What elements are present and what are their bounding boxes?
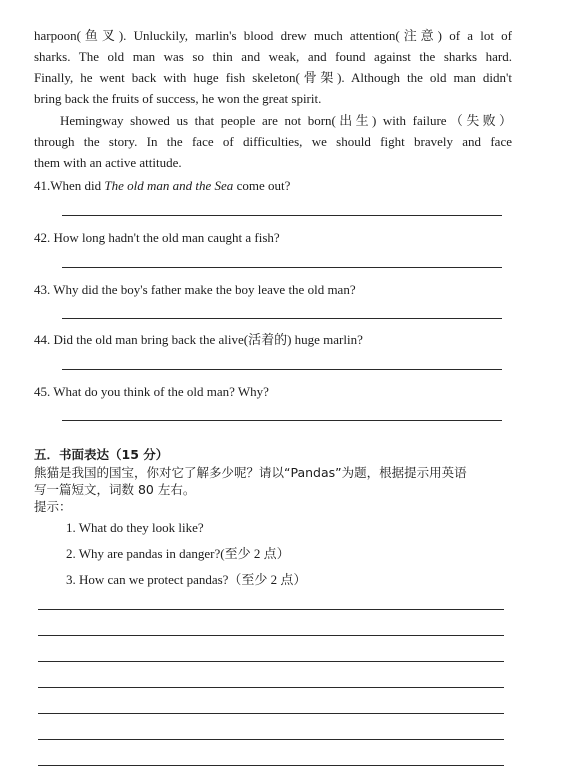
writing-section-heading: 五．书面表达（15 分） — [34, 447, 169, 462]
passage-line: them with an active attitude. — [34, 155, 182, 170]
question-41-book-title: The old man and the Sea — [104, 178, 234, 193]
hint-item-1: 1. What do they look like? — [66, 520, 204, 535]
hint-item-3: 3. How can we protect pandas?（至少 2 点） — [66, 572, 307, 587]
passage-line: harpoon(鱼叉). Unluckily, marlin's blood drew much attention(注意) of a lot of — [34, 28, 512, 43]
question-42: 42. How long hadn't the old man caught a fish? — [34, 230, 280, 245]
question-43: 43. Why did the boy's father make the boy leave the old man? — [34, 282, 356, 297]
passage-paragraph-1 — [34, 25, 512, 109]
answer-line-43[interactable] — [62, 318, 502, 319]
question-41 — [34, 178, 290, 194]
writing-line[interactable] — [38, 687, 504, 688]
passage-line: Hemingway showed us that people are not born(出生) with failure（失败） — [60, 113, 512, 128]
passage-line: Finally, he went back with huge fish skeleton(骨架). Although the old man didn't — [34, 70, 512, 85]
writing-line[interactable] — [38, 765, 504, 766]
writing-line[interactable] — [38, 661, 504, 662]
answer-line-44[interactable] — [62, 369, 502, 370]
answer-line-42[interactable] — [62, 267, 502, 268]
passage-line: sharks. The old man was so thin and weak, and found against the sharks hard. — [34, 49, 512, 64]
passage-line: bring back the fruits of success, he won the great spirit. — [34, 91, 322, 106]
writing-line[interactable] — [38, 713, 504, 714]
writing-line[interactable] — [38, 739, 504, 740]
writing-prompt-line-2: 写一篇短文，词数 80 左右。 — [34, 482, 196, 497]
hint-item-2: 2. Why are pandas in danger?(至少 2 点） — [66, 546, 290, 561]
question-41-suffix: come out? — [233, 178, 291, 193]
passage-paragraph-2 — [34, 110, 512, 173]
answer-line-45[interactable] — [62, 420, 502, 421]
answer-line-41[interactable] — [62, 215, 502, 216]
writing-line[interactable] — [38, 635, 504, 636]
hint-label: 提示： — [34, 499, 72, 514]
passage-line: through the story. In the face of difficulties, we should fight bravely and face — [34, 134, 512, 149]
question-45: 45. What do you think of the old man? Why? — [34, 384, 269, 399]
writing-prompt-line-1: 熊猫是我国的国宝，你对它了解多少呢？请以“Pandas”为题，根据提示用英语 — [34, 465, 467, 480]
question-44: 44. Did the old man bring back the alive(活着的) huge marlin? — [34, 332, 363, 347]
question-41-prefix: 41.When did — [34, 178, 105, 193]
writing-line[interactable] — [38, 609, 504, 610]
